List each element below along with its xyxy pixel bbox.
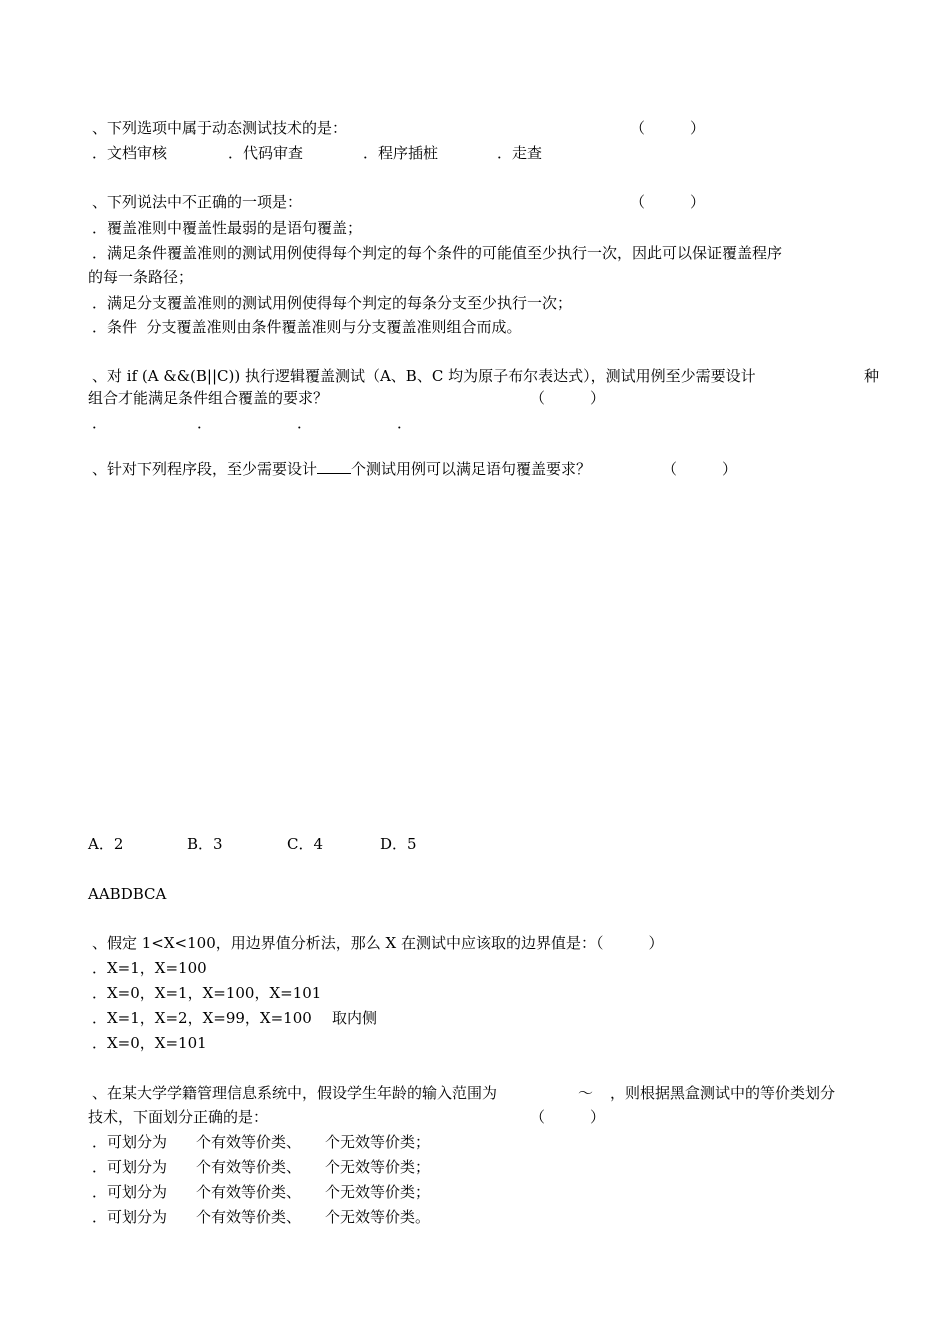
q2-line-2: ．满足条件覆盖准则的测试用例使得每个判定的每个条件的可能值至少执行一次，因此可以保证覆盖程序 [92, 244, 783, 262]
q4-stem-part-a: 、针对下列程序段，至少需要设计 [92, 460, 318, 478]
q6-line-2: 技术，下面划分正确的是： [88, 1108, 269, 1126]
q5-option-a: ．X=1，X=100 [92, 959, 207, 977]
q6-option-d-prefix: ．可划分为 [92, 1208, 168, 1226]
q4-option-a: A．2 [88, 835, 124, 853]
q1-option-a: ．文档审核 [92, 144, 168, 162]
q4-stem [92, 459, 591, 479]
q5-stem: 、假定 1<X<100，用边界值分析法，那么 X 在测试中应该取的边界值是：（ ） [92, 934, 664, 952]
q3-answer-paren: （ ） [530, 389, 606, 407]
q6-option-c-valid: 个有效等价类、 [196, 1183, 302, 1201]
q6-option-b-valid: 个有效等价类、 [196, 1158, 302, 1176]
q1-answer-paren: （ ） [630, 119, 706, 137]
q6-option-d-invalid: 个无效等价类。 [325, 1208, 431, 1226]
q3-line-1-end: 种 [864, 367, 880, 385]
q6-option-a-prefix: ．可划分为 [92, 1133, 168, 1151]
q3-option-b: ． [197, 414, 213, 432]
q1-stem: 、下列选项中属于动态测试技术的是： [92, 119, 348, 137]
q3-option-d: ． [397, 414, 413, 432]
q6-tilde: ～ [578, 1084, 594, 1102]
q5-option-d: ．X=0，X=101 [92, 1034, 207, 1052]
q3-line-1: 、对 if (A &&(B||C)) 执行逻辑覆盖测试（A、B、C 均为原子布尔表达式），测试用例至少需要设计 [92, 367, 756, 385]
q3-option-a: ． [92, 414, 108, 432]
q4-option-c: C．4 [287, 835, 324, 853]
q5-option-c: ．X=1，X=2，X=99，X=100 [92, 1009, 312, 1027]
q4-fill-blank [317, 459, 351, 474]
q4-option-d: D．5 [380, 835, 417, 853]
q2-line-3: 的每一条路径； [88, 268, 194, 286]
q6-answer-paren: （ ） [530, 1108, 606, 1126]
q3-option-c: ． [297, 414, 313, 432]
q1-option-b: ．代码审查 [228, 144, 304, 162]
q3-line-2: 组合才能满足条件组合覆盖的要求？ [88, 389, 329, 407]
q6-option-c-invalid: 个无效等价类； [325, 1183, 431, 1201]
q6-option-a-invalid: 个无效等价类； [325, 1133, 431, 1151]
answer-key: AABDBCA [88, 885, 167, 903]
q6-option-d-valid: 个有效等价类、 [196, 1208, 302, 1226]
q2-line-1: ．覆盖准则中覆盖性最弱的是语句覆盖； [92, 219, 363, 237]
q5-note: 取内侧 [332, 1009, 378, 1027]
q5-option-b: ．X=0，X=1，X=100，X=101 [92, 984, 322, 1002]
q4-option-b: B．3 [187, 835, 223, 853]
q6-line-1a: 、在某大学学籍管理信息系统中，假设学生年龄的输入范围为 [92, 1084, 498, 1102]
q1-option-d: ．走查 [497, 144, 543, 162]
q6-line-1b: ，则根据黑盒测试中的等价类划分 [610, 1084, 836, 1102]
q6-option-c-prefix: ．可划分为 [92, 1183, 168, 1201]
q6-option-b-prefix: ．可划分为 [92, 1158, 168, 1176]
q2-line-4: ．满足分支覆盖准则的测试用例使得每个判定的每条分支至少执行一次； [92, 294, 573, 312]
q4-stem-part-b: 个测试用例可以满足语句覆盖要求？ [351, 460, 592, 478]
q6-option-a-valid: 个有效等价类、 [196, 1133, 302, 1151]
q4-answer-paren: （ ） [662, 460, 738, 478]
q2-answer-paren: （ ） [630, 193, 706, 211]
q2-line-5: ．条件 分支覆盖准则由条件覆盖准则与分支覆盖准则组合而成。 [92, 318, 522, 336]
q6-option-b-invalid: 个无效等价类； [325, 1158, 431, 1176]
q2-stem: 、下列说法中不正确的一项是： [92, 193, 303, 211]
q1-option-c: ．程序插桩 [363, 144, 439, 162]
